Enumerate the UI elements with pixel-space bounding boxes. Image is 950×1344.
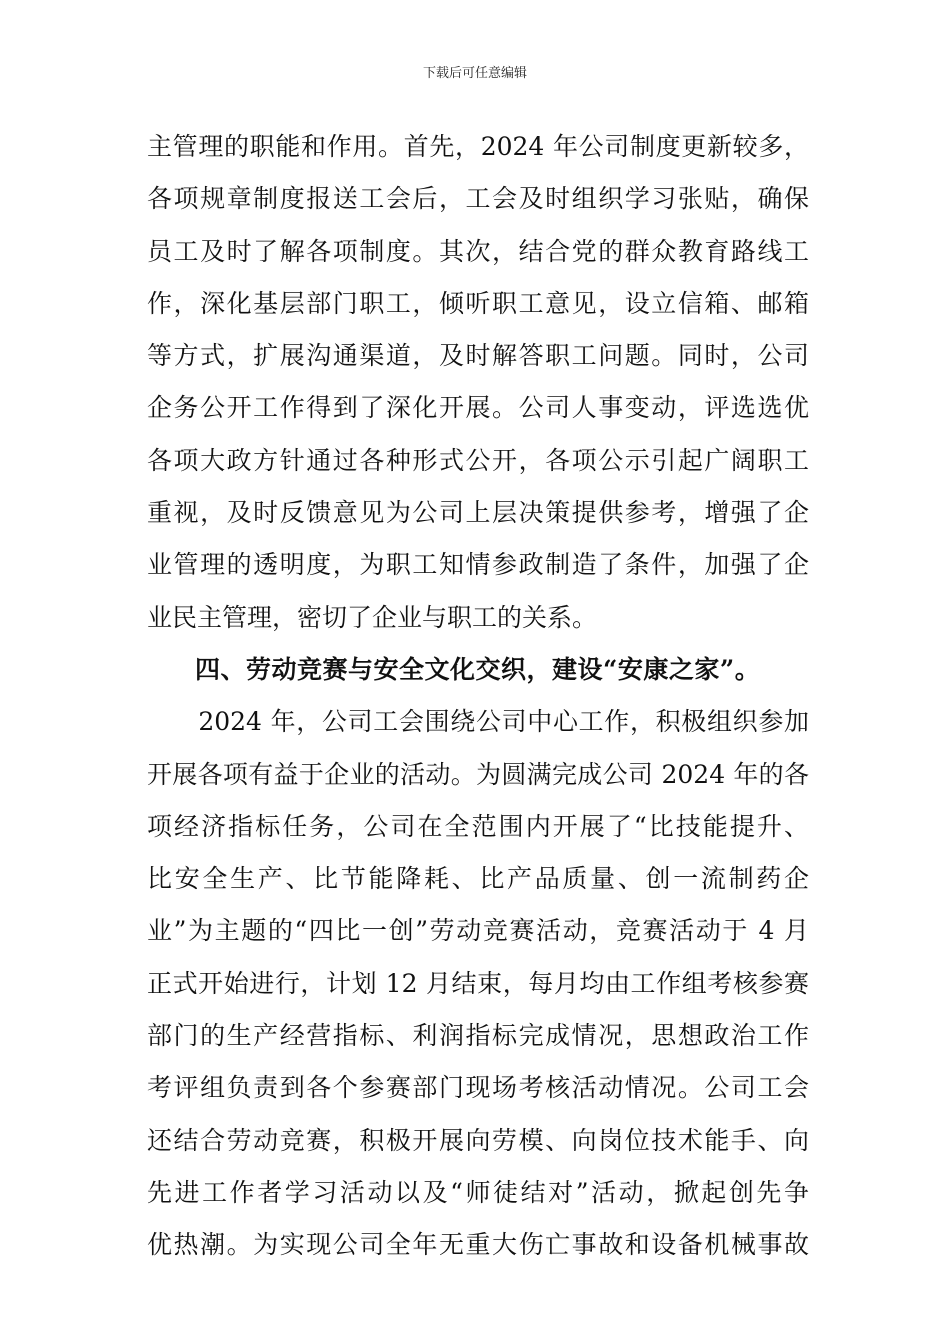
text-line: 各项规章制度报送工会后，工会及时组织学习张贴，确保 xyxy=(147,184,809,214)
text-line: 业管理的透明度，为职工知情参政制造了条件，加强了企 xyxy=(147,550,809,580)
paragraph xyxy=(147,701,809,1276)
text-line: 项经济指标任务，公司在全范围内开展了“比技能提升、 xyxy=(147,811,809,841)
text-line: 比安全生产、比节能降耗、比产品质量、创一流制药企 xyxy=(147,864,809,894)
text-line: 重视，及时反馈意见为公司上层决策提供参考，增强了企 xyxy=(147,498,809,528)
text-line: 主管理的职能和作用。首先，2024 年公司制度更新较多， xyxy=(147,132,809,161)
text-line: 企务公开工作得到了深化开展。公司人事变动，评选选优 xyxy=(147,393,809,423)
text-line: 作，深化基层部门职工，倾听职工意见，设立信箱、邮箱 xyxy=(147,288,809,318)
text-line: 考评组负责到各个参赛部门现场考核活动情况。公司工会 xyxy=(147,1073,809,1103)
document-body xyxy=(147,126,809,1277)
paragraph xyxy=(147,126,809,649)
text-line: 优热潮。为实现公司全年无重大伤亡事故和设备机械事故 xyxy=(147,1230,809,1260)
section-heading: 四、劳动竞赛与安全文化交织，建设“安康之家”。 xyxy=(195,654,761,684)
text-line: 先进工作者学习活动以及“师徒结对”活动，掀起创先争 xyxy=(147,1177,809,1207)
text-line: 等方式，扩展沟通渠道，及时解答职工问题。同时，公司 xyxy=(147,341,809,371)
page-header: 下载后可任意编辑 xyxy=(422,66,527,81)
text-line: 还结合劳动竞赛，积极开展向劳模、向岗位技术能手、向 xyxy=(147,1125,809,1155)
text-line: 各项大政方针通过各种形式公开，各项公示引起广阔职工 xyxy=(147,445,809,475)
text-line: 2024 年，公司工会围绕公司中心工作，积极组织参加 xyxy=(147,707,809,737)
text-line: 开展各项有益于企业的活动。为圆满完成公司 2024 年的各 xyxy=(147,759,809,789)
text-line: 业民主管理，密切了企业与职工的关系。 xyxy=(147,602,598,632)
text-line: 业”为主题的“四比一创”劳动竞赛活动，竞赛活动于 4 月 xyxy=(147,916,809,946)
text-line: 部门的生产经营指标、利润指标完成情况，思想政治工作 xyxy=(147,1021,809,1051)
text-line: 正式开始进行，计划 12 月结束，每月均由工作组考核参赛 xyxy=(147,968,809,998)
text-line: 员工及时了解各项制度。其次，结合党的群众教育路线工 xyxy=(147,236,809,266)
